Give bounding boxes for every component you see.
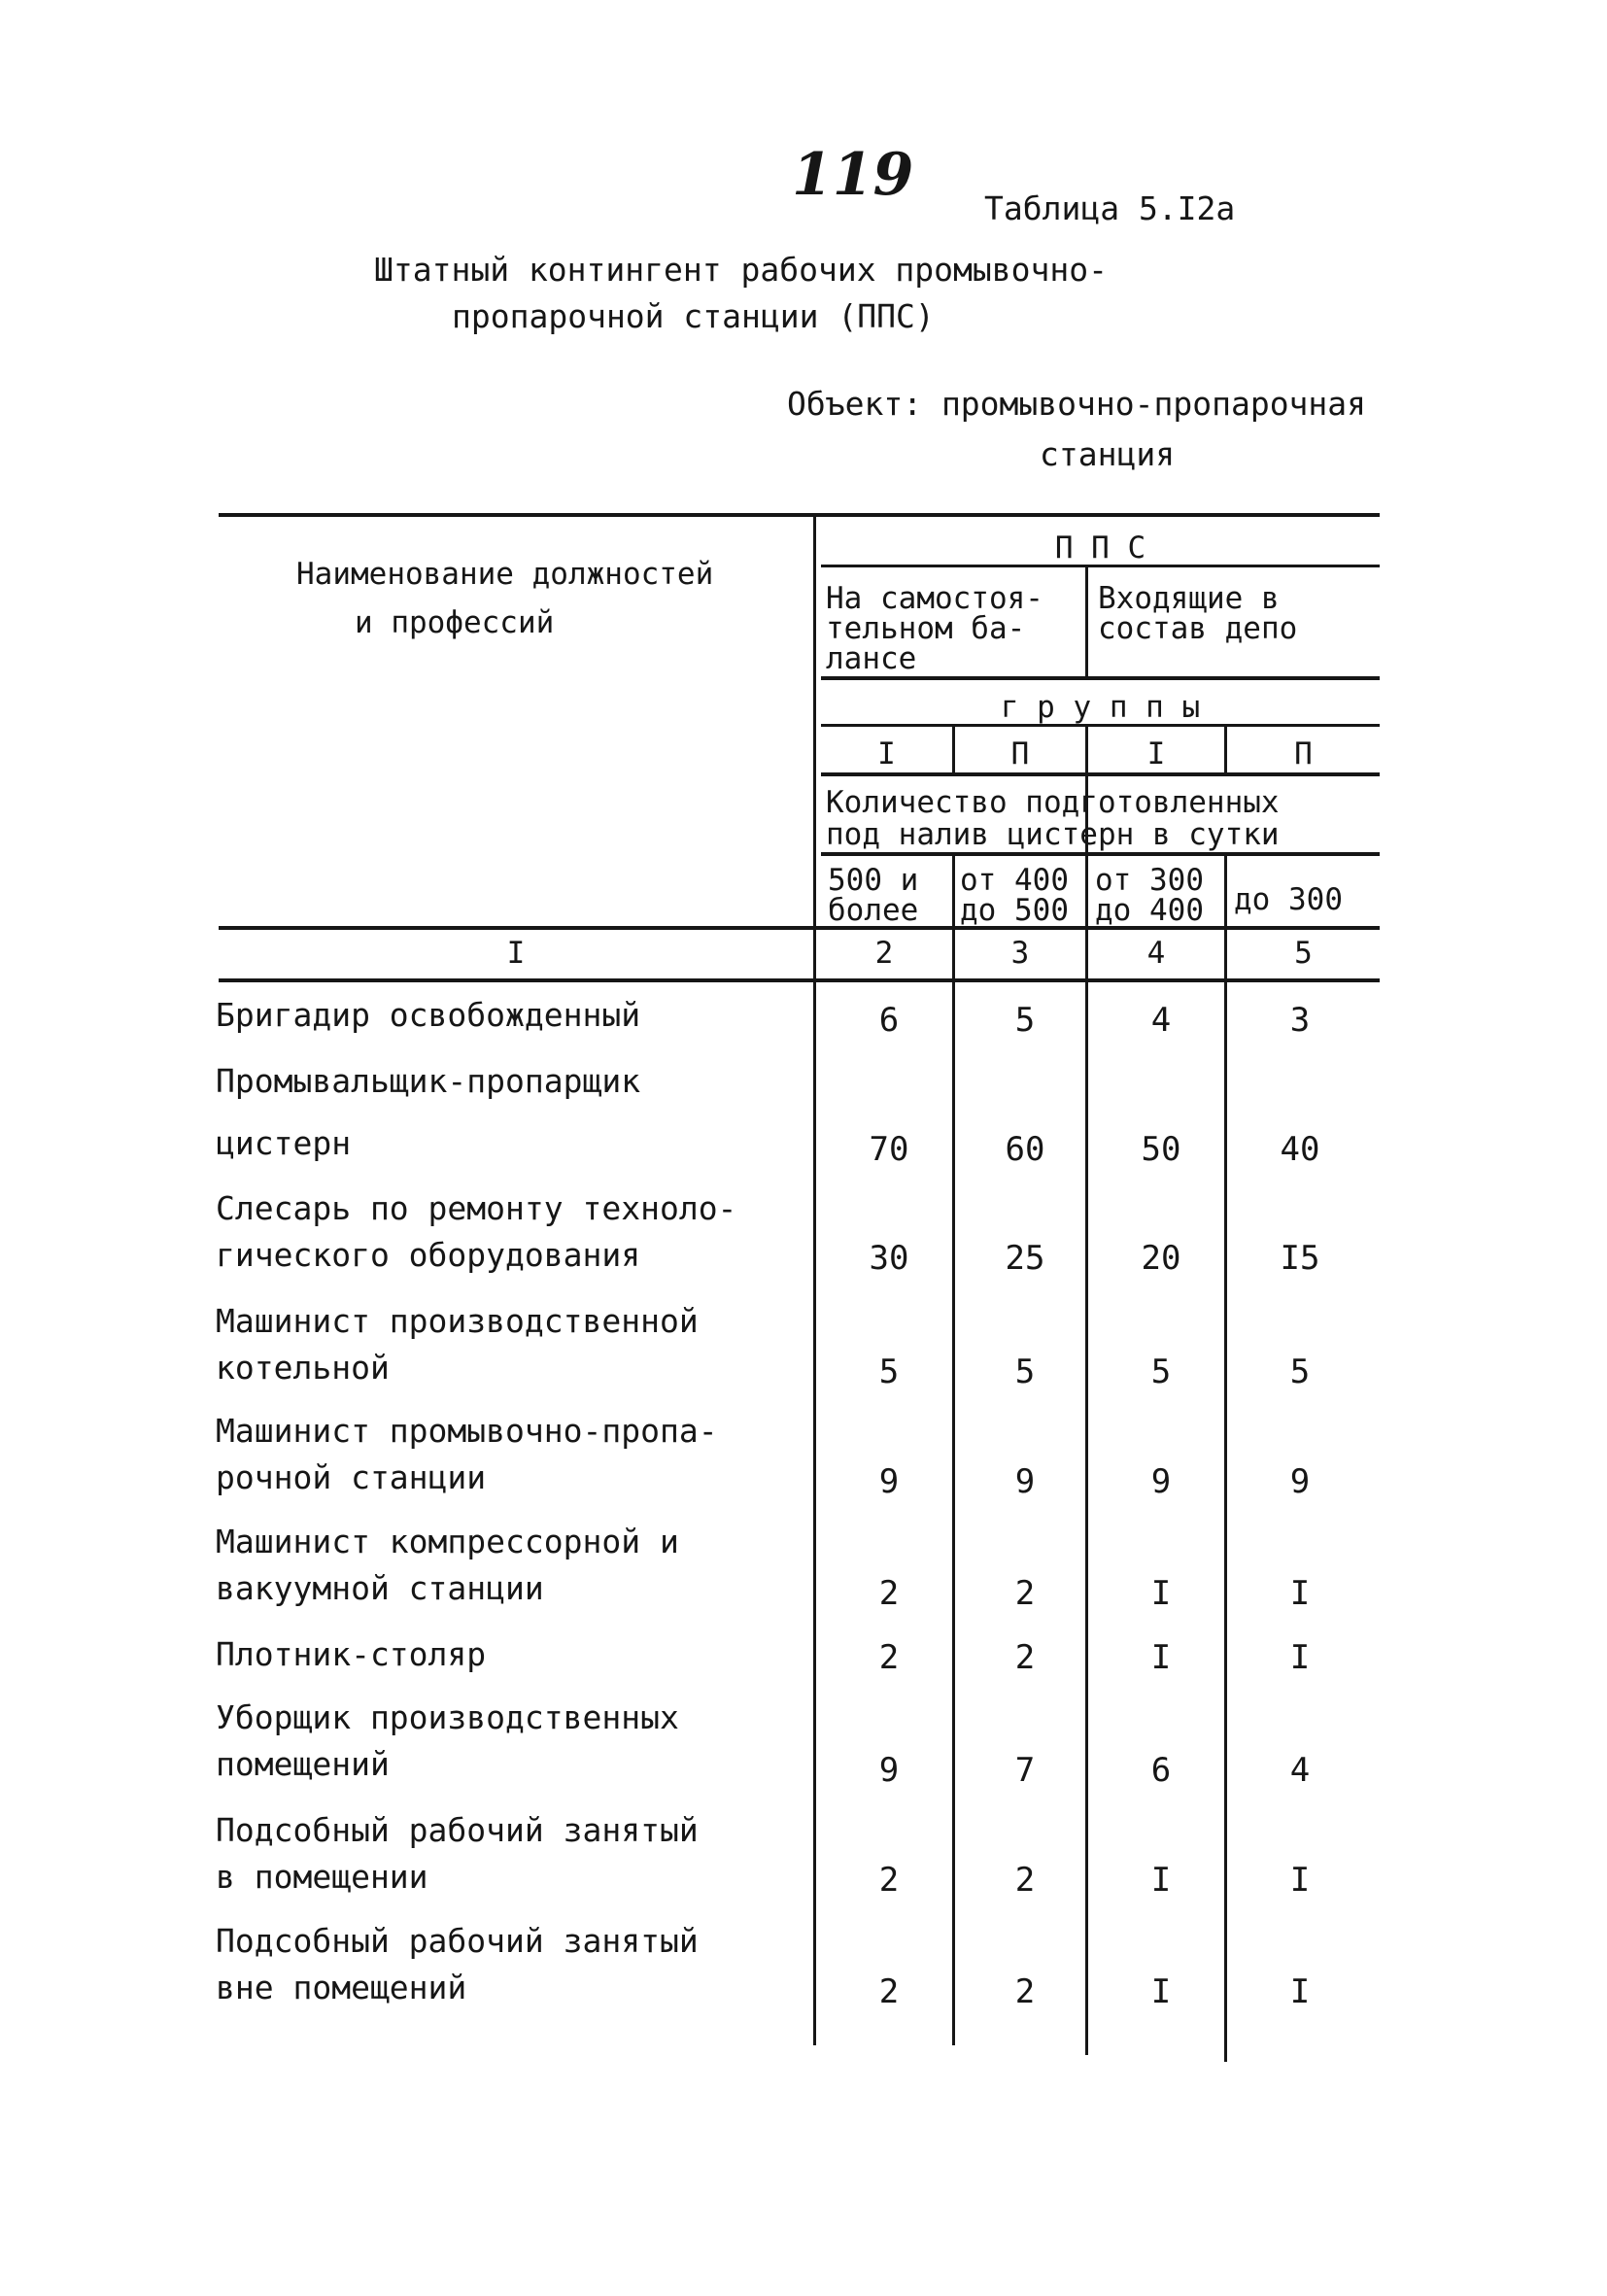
header-self-balance-line2: тельном ба- — [826, 611, 1026, 646]
row-value: 2 — [1014, 1972, 1036, 2011]
row-value: I — [1289, 1972, 1311, 2011]
row-title: Подсобный рабочий занятый — [216, 1922, 699, 1960]
row-value: 5 — [1014, 1353, 1036, 1391]
row-value: 20 — [1141, 1239, 1181, 1278]
header-name-line1: Наименование должностей — [296, 557, 714, 592]
col-number: 2 — [874, 936, 894, 971]
row-value: I — [1150, 1972, 1172, 2011]
row-value: 5 — [878, 1353, 900, 1391]
row-value: 6 — [878, 1001, 900, 1040]
range-label: до 400 — [1095, 893, 1204, 928]
row-value: 3 — [1289, 1001, 1311, 1040]
row-value: 30 — [869, 1239, 909, 1278]
range-label: от 300 — [1095, 863, 1204, 898]
row-value: I — [1289, 1861, 1311, 1900]
row-title: вне помещений — [216, 1969, 467, 2006]
row-value: 2 — [1014, 1574, 1036, 1613]
row-value: 25 — [1005, 1239, 1045, 1278]
rule-quantity — [821, 852, 1380, 856]
header-groups: г р у п п ы — [1000, 690, 1201, 725]
row-value: 50 — [1141, 1130, 1181, 1169]
row-value: 5 — [1150, 1353, 1172, 1391]
row-title: котельной — [216, 1349, 390, 1387]
row-title: Плотник-столяр — [216, 1635, 487, 1673]
col-number: I — [506, 936, 526, 971]
col-number: 4 — [1146, 936, 1166, 971]
row-value: 2 — [878, 1574, 900, 1613]
vline-name — [813, 515, 816, 2045]
header-self-balance-line1: На самостоя- — [826, 581, 1043, 616]
row-value: I — [1150, 1574, 1172, 1613]
range-label: более — [828, 893, 919, 928]
row-value: 2 — [1014, 1861, 1036, 1900]
group-label: I — [1146, 737, 1166, 771]
row-title: цистерн — [216, 1124, 352, 1162]
page-number: 119 — [792, 141, 914, 209]
row-value: 9 — [878, 1751, 900, 1790]
row-title: рочной станции — [216, 1458, 487, 1496]
vline-c4 — [1224, 852, 1227, 2062]
row-value: 6 — [1150, 1751, 1172, 1790]
object-line2: станция — [1040, 435, 1176, 473]
header-self-balance-line3: лансе — [826, 641, 917, 676]
row-value: 2 — [878, 1972, 900, 2011]
header-depot-line2: состав депо — [1098, 611, 1298, 646]
row-value: I — [1289, 1638, 1311, 1677]
object-line1: Объект: промывочно-пропарочная — [787, 385, 1367, 423]
row-value: 4 — [1150, 1001, 1172, 1040]
row-value: 5 — [1289, 1353, 1311, 1391]
row-title: Подсобный рабочий занятый — [216, 1811, 699, 1849]
vline-c3 — [1085, 724, 1088, 2055]
row-value: 5 — [1014, 1001, 1036, 1040]
row-title: в помещении — [216, 1858, 428, 1896]
range-label: 500 и — [828, 863, 919, 898]
row-value: 9 — [1289, 1462, 1311, 1501]
row-title: Уборщик производственных — [216, 1698, 679, 1736]
row-title: Машинист компрессорной и — [216, 1523, 679, 1560]
row-value: I — [1150, 1861, 1172, 1900]
header-pps: П П С — [1054, 531, 1146, 565]
row-value: 9 — [1150, 1462, 1172, 1501]
row-value: 2 — [1014, 1638, 1036, 1677]
rule-col-numbers — [219, 978, 1380, 982]
row-value: 60 — [1005, 1130, 1045, 1169]
header-name-line2: и профессий — [355, 605, 555, 640]
group-label: П — [1294, 737, 1313, 771]
row-value: 9 — [878, 1462, 900, 1501]
range-label: до 500 — [960, 893, 1069, 928]
table-title-line2: пропарочной станции (ППС) — [452, 297, 935, 335]
range-label: до 300 — [1234, 882, 1343, 917]
header-depot-line1: Входящие в — [1098, 581, 1280, 616]
row-value: 7 — [1014, 1751, 1036, 1790]
row-title: Промывальщик-пропарщик — [216, 1062, 641, 1100]
row-value: I — [1150, 1638, 1172, 1677]
rule-header-bottom — [219, 926, 1380, 930]
range-label: от 400 — [960, 863, 1069, 898]
rule-group-labels — [821, 772, 1380, 776]
row-value: 40 — [1280, 1130, 1320, 1169]
group-label: I — [877, 737, 896, 771]
col-number: 5 — [1294, 936, 1313, 971]
row-value: 4 — [1289, 1751, 1311, 1790]
row-value: 70 — [869, 1130, 909, 1169]
row-value: 2 — [878, 1861, 900, 1900]
row-title: Бригадир освобожденный — [216, 996, 641, 1034]
rule-top — [219, 513, 1380, 517]
row-value: 9 — [1014, 1462, 1036, 1501]
row-title: Слесарь по ремонту техноло- — [216, 1189, 737, 1227]
vline-c2 — [952, 852, 955, 2045]
row-value: 2 — [878, 1638, 900, 1677]
vline-bal — [1085, 565, 1088, 678]
table-label: Таблица 5.I2a — [984, 189, 1236, 227]
row-title: Машинист промывочно-пропа- — [216, 1412, 718, 1450]
header-quantity-line1: Количество подготовленных — [826, 785, 1280, 820]
row-title: вакуумной станции — [216, 1569, 544, 1607]
row-value: I — [1289, 1574, 1311, 1613]
row-title: гического оборудования — [216, 1236, 641, 1274]
row-title: помещений — [216, 1745, 390, 1783]
rule-balance — [821, 676, 1380, 680]
col-number: 3 — [1010, 936, 1030, 971]
group-label: П — [1010, 737, 1030, 771]
header-quantity-line2: под налив цистерн в сутки — [826, 817, 1280, 852]
row-title: Машинист производственной — [216, 1302, 699, 1340]
table-title-line1: Штатный контингент рабочих промывочно- — [374, 251, 1108, 289]
row-value: I5 — [1280, 1239, 1320, 1278]
